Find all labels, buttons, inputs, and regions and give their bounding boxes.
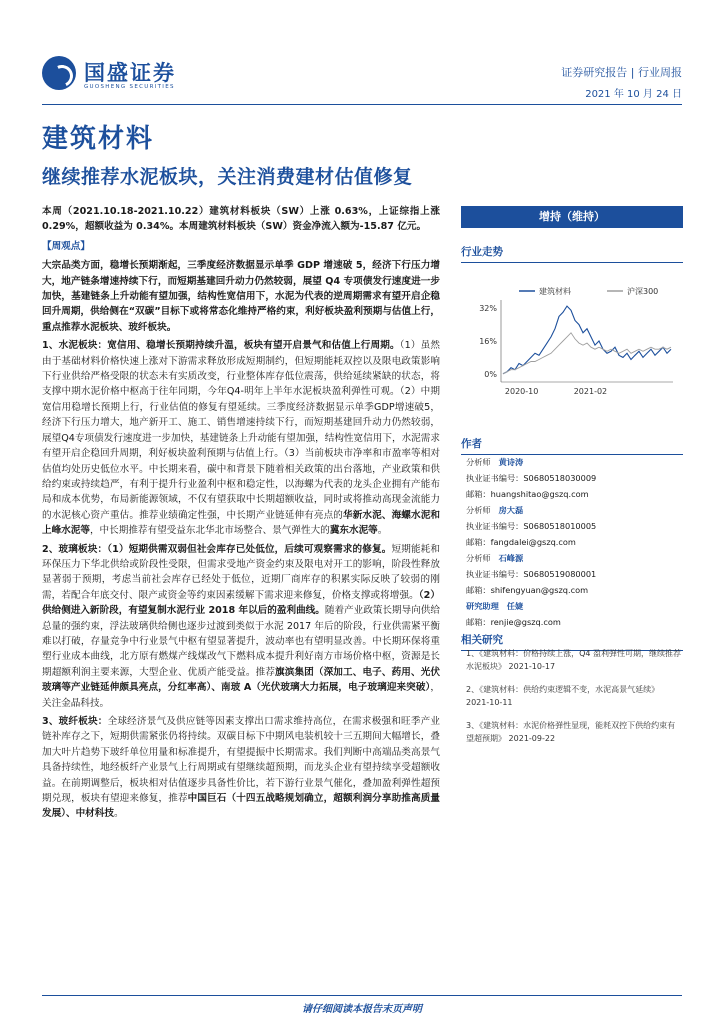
series-line-building-materials bbox=[503, 306, 671, 374]
summary-intro: 本周（2021.10.18-2021.10.22）建筑材料板块（SW）上涨 0.63%，上证综指上涨 0.29%，超额收益为 0.34%。本周建筑材料板块（SW）资金净流入额为-15.87 亿元。 bbox=[42, 206, 440, 233]
related-item[interactable] bbox=[466, 684, 682, 709]
license-number: S0680519080001 bbox=[523, 569, 597, 579]
legend-label: 建筑材料 bbox=[539, 287, 571, 296]
research-assistant bbox=[466, 598, 684, 630]
y-tick-label: 0% bbox=[484, 369, 497, 379]
license-number: S0680518030009 bbox=[523, 473, 597, 483]
glass-heading: 2、玻璃板块： bbox=[42, 543, 108, 555]
analyst-3 bbox=[466, 550, 684, 598]
cement-picks: 华新水泥、海螺水泥和上峰水泥等 bbox=[42, 509, 441, 537]
cement-body-2: ，中长期推荐有望受益东北华北市场整合、景气弹性大的 bbox=[89, 525, 330, 537]
analyst-1 bbox=[466, 454, 684, 502]
cement-paragraph bbox=[42, 338, 440, 538]
license-label: 执业证书编号： bbox=[466, 569, 524, 579]
email-label: 邮箱： bbox=[466, 537, 491, 547]
logo-mark-icon bbox=[42, 56, 76, 90]
x-tick-label: 2021-02 bbox=[573, 387, 608, 396]
cement-body: （1）虽然由于基础材料价格快速上涨对下游需求释放形成短期制约，但短期能耗双控以及限电政策影响下行业供给严格受限的状态未有实质改变，行业整体库存低位震荡，供给延续紧缺的状态，将支撑中期水泥价格中枢高于往年同期，今年Q4-明年上半年水泥板块盈利弹性可观。（2）中期宽信用稳增长预期上行，行业估值的修复有望延续。三季度经济数据显示单季GDP增速破5，经济下行压力增大，地产新开工、施工、销售增速持续下行，而短期基建回升动力仍然较弱，展望Q4专项债发行速度进一步加快，基建链条上升动能有望加强，结构性宽信用下，水泥需求有望开启企稳回升周期，利好板块盈利预期与估值上行。（3）当前板块市净率和市盈率等相对估值均处历史低位水平。中长期来看，碳中和背景下随着相关政策的出台落地，产业政策和供给约束或持续趋严，有利于提升行业盈利中枢和稳定性，以海螺为代表的龙头企业拥有产能布局和成本优势，布局新能源领域，不仅有望获取中长期超额收益，同时或将推动高现金流能力的水泥核心资产重估。推荐业绩确定性强，中长期产业链延伸有亮点的 bbox=[42, 340, 440, 521]
related-text: 2、《建筑材料：供给约束逻辑不变，水泥高景气延续》 bbox=[466, 685, 660, 694]
analyst-role: 分析师 bbox=[466, 505, 491, 515]
fiberglass-picks: 中国巨石（十四五战略规划确立，超额利润分享助推高质量发展）、中材科技 bbox=[42, 793, 441, 820]
analyst-name: 房大磊 bbox=[498, 505, 524, 515]
fiberglass-heading: 3、玻纤板块： bbox=[42, 716, 108, 727]
cement-picks-2: 冀东水泥等 bbox=[329, 525, 378, 537]
authors-section-title: 作者 bbox=[461, 436, 683, 455]
fiberglass-body: 全球经济景气及供应链等因素支撑出口需求维持高位，在需求极强和旺季产业链补库存之下，短期供需紧张仍将持续。双碳目标下中期风电装机较十三五期间大幅增长，叠加大叶片趋势下玻纤单位用量和标准提升，有望提振中长期需求。我们判断中高端品类高景气具备持续性，地经板纤产业景气上行周期或有望继续超预期，而龙头企业有望持续享受超额收益。在前期调整后，板块相对估值逐步具备性价比，若下游行业景气催化，叠加盈利弹性超预期兑现，板块有望迎来修复，推荐 bbox=[42, 716, 440, 805]
rating-badge: 增持（维持） bbox=[461, 206, 683, 228]
email-link[interactable]: shifengyuan@gszq.com bbox=[490, 585, 589, 595]
glass-body-1: 短期能耗和环保压力下华北供给或阶段性受限，但需求受地产资金约束及限电对开工的影响，阶段性释放显著弱于预期，考虑当前社会库存已经处于低位，近期厂商库存的积累实际反映了较弱的刚需，若配合年底交付、限产或资金等约束因素缓解下需求迎来修复，价格支撑或将增强。 bbox=[42, 543, 441, 601]
license-label: 执业证书编号： bbox=[466, 473, 524, 483]
footer-divider bbox=[42, 995, 682, 996]
glass-picks: 旗滨集团（深加工、电子、药用、光伏玻璃等产业链延伸颇具亮点，分红率高）、南玻 A（光伏玻璃大力拓展，电子玻璃迎来突破） bbox=[42, 666, 441, 694]
fiberglass-paragraph bbox=[42, 714, 440, 822]
email-label: 邮箱： bbox=[466, 617, 491, 627]
assistant-role: 研究助理 bbox=[466, 601, 499, 611]
glass-point-1: （1）短期供需双弱但社会库存已处低位，后续可观察需求的修复。 bbox=[107, 543, 392, 555]
fiberglass-end: 。 bbox=[113, 808, 124, 820]
license-number: S0680518010005 bbox=[523, 521, 597, 531]
related-date: 2021-10-11 bbox=[466, 697, 513, 707]
y-tick-label: 16% bbox=[479, 337, 497, 346]
trend-chart-svg bbox=[461, 282, 683, 402]
analyst-2 bbox=[466, 502, 684, 550]
macro-paragraph: 大宗品类方面，稳增长预期渐起，三季度经济数据显示单季 GDP 增速破 5，经济下行压力增大，地产链条增速持续下行，而短期基建回升动力仍然较弱，展望 Q4 专项债发行速度进一步加快，基建链条上升动能有望加强，结构性宽信用下，水泥为代表的逆周期需求有望开启企稳回升周期，供给侧在“双碳”目标下或将常态化维持严格约束，利好板块盈利预期与估值上行，重点推荐水泥板块、玻纤板块。 bbox=[42, 260, 440, 333]
x-tick-label: 2020-10 bbox=[504, 387, 539, 396]
analyst-role: 分析师 bbox=[466, 553, 491, 563]
header-divider bbox=[42, 104, 682, 105]
related-text: 1、《建筑材料：价格持续上涨，Q4 盈利弹性可期，继续推荐水泥板块》 bbox=[466, 649, 682, 671]
analyst-name: 黄诗涛 bbox=[498, 457, 524, 467]
trend-chart bbox=[461, 282, 683, 402]
related-item[interactable] bbox=[466, 720, 682, 745]
industry-title: 建筑材料 bbox=[42, 124, 155, 154]
related-item[interactable] bbox=[466, 648, 682, 673]
authors-list bbox=[466, 454, 684, 630]
analyst-name: 石峰源 bbox=[498, 553, 524, 563]
email-link[interactable]: renjie@gszq.com bbox=[490, 617, 561, 627]
glass-end: ，关注金晶科技。 bbox=[42, 682, 440, 709]
report-type: 证券研究报告 | 行业周报 bbox=[561, 66, 682, 79]
y-tick-label: 32% bbox=[479, 304, 497, 314]
email-link[interactable]: fangdalei@gszq.com bbox=[490, 537, 576, 547]
related-section-title: 相关研究 bbox=[461, 632, 683, 651]
license-label: 执业证书编号： bbox=[466, 521, 524, 531]
report-date: 2021 年 10 月 24 日 bbox=[585, 89, 682, 100]
trend-section-title: 行业走势 bbox=[461, 244, 683, 263]
analyst-role: 分析师 bbox=[466, 457, 491, 467]
related-list bbox=[466, 648, 682, 756]
cement-end: 。 bbox=[377, 525, 388, 537]
related-date: 2021-09-22 bbox=[508, 733, 556, 743]
email-link[interactable]: huangshitao@gszq.com bbox=[490, 489, 589, 499]
company-logo bbox=[42, 56, 192, 96]
series-line-csi300 bbox=[503, 333, 671, 374]
glass-body-2: 随着产业政策长期导向供给总量的强约束，浮法玻璃供给侧也逐步过渡到类似于水泥 2017 年后的阶段，行业供需紧平衡难以打破，存量竞争中行业景气中枢有望显著提升，波动率也有望明显改善。中长期环保将重塑行业成本曲线，北方原有燃煤产线煤改气下燃料成本提升利好南方市场价格中枢，资源是长期超额利润主要来源，大型企业、优质产能受益。推荐 bbox=[42, 605, 440, 678]
email-label: 邮箱： bbox=[466, 489, 491, 499]
email-label: 邮箱： bbox=[466, 585, 491, 595]
cement-heading: 1、水泥板块：宽信用、稳增长预期持续升温，板块有望开启景气和估值上行周期。 bbox=[42, 340, 400, 352]
glass-point-2: （2）供给侧进入新阶段，有望复制水泥行业 2018 年以后的盈利曲线。 bbox=[42, 589, 440, 617]
glass-paragraph bbox=[42, 542, 440, 711]
assistant-name: 任婕 bbox=[506, 601, 524, 611]
logo-text: 国盛证券 bbox=[84, 61, 176, 85]
footer-disclaimer: 请仔细阅读本报告末页声明 bbox=[302, 1004, 422, 1015]
summary-column bbox=[42, 204, 440, 825]
related-text: 3、《建筑材料：水泥价格弹性显现，能耗双控下供给约束有望超预期》 bbox=[466, 721, 676, 743]
report-headline: 继续推荐水泥板块，关注消费建材估值修复 bbox=[42, 166, 413, 188]
related-date: 2021-10-17 bbox=[508, 661, 556, 671]
logo-subtext: GUOSHENG SECURITIES bbox=[84, 84, 175, 90]
legend-label: 沪深300 bbox=[627, 287, 659, 296]
weekly-view-tag: 【周观点】 bbox=[42, 240, 90, 252]
